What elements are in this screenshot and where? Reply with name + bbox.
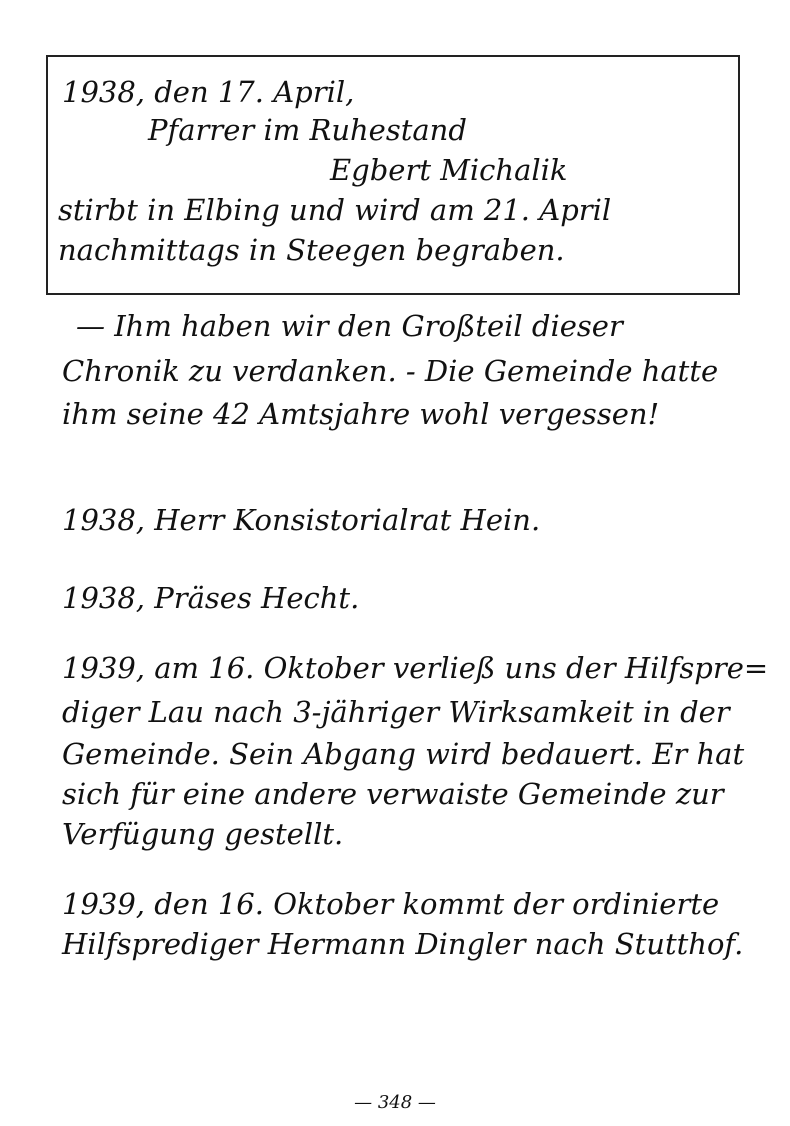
box-line-1: 1938, den 17. April, — [62, 75, 355, 109]
note-line-3: ihm seine 42 Amtsjahre wohl vergessen! — [62, 397, 660, 431]
note-line-2: Chronik zu verdanken. - Die Gemeinde hatte — [62, 354, 719, 388]
box-line-4: stirbt in Elbing und wird am 21. April — [58, 193, 612, 227]
entry-lau-line-4: sich für eine andere verwaiste Gemeinde zur — [62, 777, 724, 811]
entry-dingler-line-2: Hilfsprediger Hermann Dingler nach Stutthof. — [62, 927, 744, 961]
entry-lau-line-3: Gemeinde. Sein Abgang wird bedauert. Er hat — [62, 737, 745, 771]
entry-lau-line-1: 1939, am 16. Oktober verließ uns der Hilfspre= — [62, 651, 769, 685]
box-line-2: Pfarrer im Ruhestand — [148, 113, 467, 147]
entry-hecht: 1938, Präses Hecht. — [62, 581, 360, 615]
entry-hein: 1938, Herr Konsistorialrat Hein. — [62, 503, 541, 537]
note-line-1: — Ihm haben wir den Großteil dieser — [76, 309, 623, 343]
entry-lau-line-5: Verfügung gestellt. — [62, 817, 344, 851]
box-line-3: Egbert Michalik — [330, 153, 568, 187]
box-line-5: nachmittags in Steegen begraben. — [58, 233, 565, 267]
entry-lau-line-2: diger Lau nach 3-jähriger Wirksamkeit in der — [62, 695, 730, 729]
entry-dingler-line-1: 1939, den 16. Oktober kommt der ordinierte — [62, 887, 720, 921]
page-number: — 348 — — [354, 1092, 436, 1113]
